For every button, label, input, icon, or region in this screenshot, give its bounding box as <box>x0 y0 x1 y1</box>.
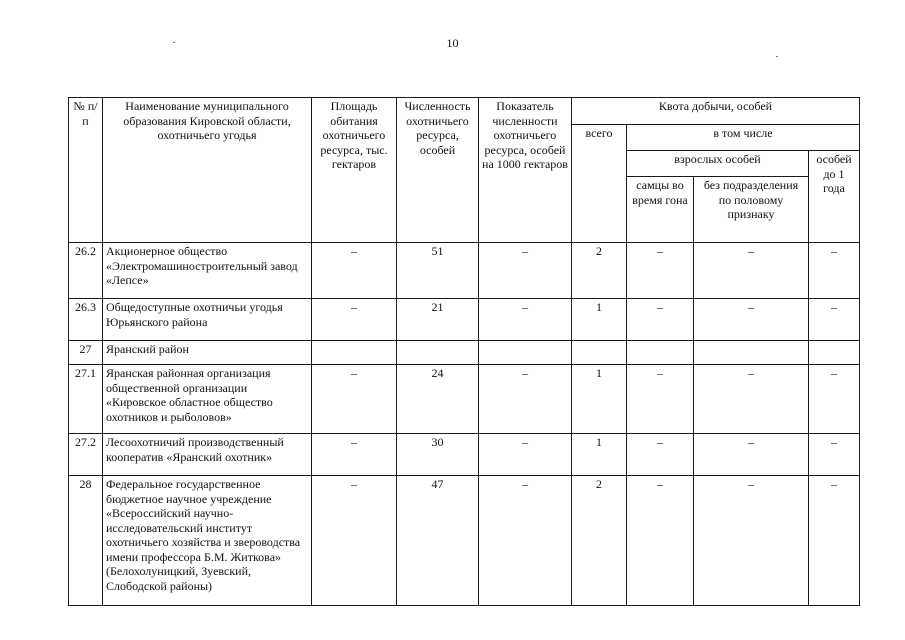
header-nosex: без подразделения по половому признаку <box>694 177 809 243</box>
cell-total: 1 <box>572 434 627 476</box>
table-row <box>69 434 860 476</box>
scan-speck <box>776 56 778 57</box>
header-num: № п/п <box>69 98 103 243</box>
cell-males: – <box>627 299 694 341</box>
cell-area: – <box>312 365 397 434</box>
cell-count: 30 <box>397 434 479 476</box>
cell-young: – <box>809 365 860 434</box>
table-row <box>69 365 860 434</box>
header-area: Площадь обитания охотничьего ресурса, тыс. гектаров <box>312 98 397 243</box>
table-row <box>69 476 860 606</box>
cell-total: 2 <box>572 476 627 606</box>
cell-name: Яранский район <box>103 341 312 365</box>
cell-density: – <box>479 476 572 606</box>
cell-nosex: – <box>694 434 809 476</box>
cell-young: – <box>809 243 860 299</box>
cell-num: 27.2 <box>69 434 103 476</box>
header-density: Показатель численности охотничьего ресурса, особей на 1000 гектаров <box>479 98 572 243</box>
cell-young: – <box>809 299 860 341</box>
header-total: всего <box>572 125 627 243</box>
cell-name: Лесоохотничий производственный кооператив «Яранский охотник» <box>103 434 312 476</box>
cell-nosex: – <box>694 299 809 341</box>
table-row <box>69 299 860 341</box>
header-adults: взрослых особей <box>627 151 809 177</box>
table-row <box>69 243 860 299</box>
cell-total: 1 <box>572 299 627 341</box>
cell-name: Федеральное государственное бюджетное научное учреждение «Всероссийский научно-исследовательский институт охотничьего хозяйства и звероводства имени профессора Б.М. Житкова» (Белохолуницкий, Зуевский, Слободской районы) <box>103 476 312 606</box>
cell-density: – <box>479 299 572 341</box>
cell-young <box>809 341 860 365</box>
cell-count: 24 <box>397 365 479 434</box>
header-including: в том числе <box>627 125 860 151</box>
cell-nosex: – <box>694 243 809 299</box>
cell-num: 27.1 <box>69 365 103 434</box>
cell-young: – <box>809 434 860 476</box>
hunting-quota-table <box>68 97 860 606</box>
cell-num: 27 <box>69 341 103 365</box>
cell-total <box>572 341 627 365</box>
cell-males: – <box>627 476 694 606</box>
cell-area: – <box>312 434 397 476</box>
cell-count: 47 <box>397 476 479 606</box>
cell-males: – <box>627 365 694 434</box>
cell-area: – <box>312 299 397 341</box>
cell-density <box>479 341 572 365</box>
header-name: Наименование муниципального образования Кировской области, охотничьего угодья <box>103 98 312 243</box>
cell-nosex <box>694 341 809 365</box>
cell-area: – <box>312 476 397 606</box>
page-number: 10 <box>446 36 459 50</box>
scan-speck <box>173 42 175 43</box>
cell-num: 26.2 <box>69 243 103 299</box>
cell-males <box>627 341 694 365</box>
table-row <box>69 341 860 365</box>
cell-name: Акционерное общество «Электромашиностроительный завод «Лепсе» <box>103 243 312 299</box>
table-header <box>69 98 860 243</box>
cell-num: 26.3 <box>69 299 103 341</box>
cell-nosex: – <box>694 365 809 434</box>
header-males: самцы во время гона <box>627 177 694 243</box>
cell-young: – <box>809 476 860 606</box>
cell-num: 28 <box>69 476 103 606</box>
cell-males: – <box>627 434 694 476</box>
cell-area: – <box>312 243 397 299</box>
cell-total: 1 <box>572 365 627 434</box>
header-count: Численность охотничьего ресурса, особей <box>397 98 479 243</box>
cell-total: 2 <box>572 243 627 299</box>
cell-density: – <box>479 243 572 299</box>
cell-density: – <box>479 434 572 476</box>
cell-count: 51 <box>397 243 479 299</box>
cell-males: – <box>627 243 694 299</box>
header-quota: Квота добычи, особей <box>572 98 860 125</box>
cell-count: 21 <box>397 299 479 341</box>
cell-name: Яранская районная организация общественной организации «Кировское областное общество охотников и рыболовов» <box>103 365 312 434</box>
header-young: особей до 1 года <box>809 151 860 243</box>
cell-nosex: – <box>694 476 809 606</box>
cell-count <box>397 341 479 365</box>
cell-area <box>312 341 397 365</box>
cell-name: Общедоступные охотничьи угодья Юрьянского района <box>103 299 312 341</box>
cell-density: – <box>479 365 572 434</box>
